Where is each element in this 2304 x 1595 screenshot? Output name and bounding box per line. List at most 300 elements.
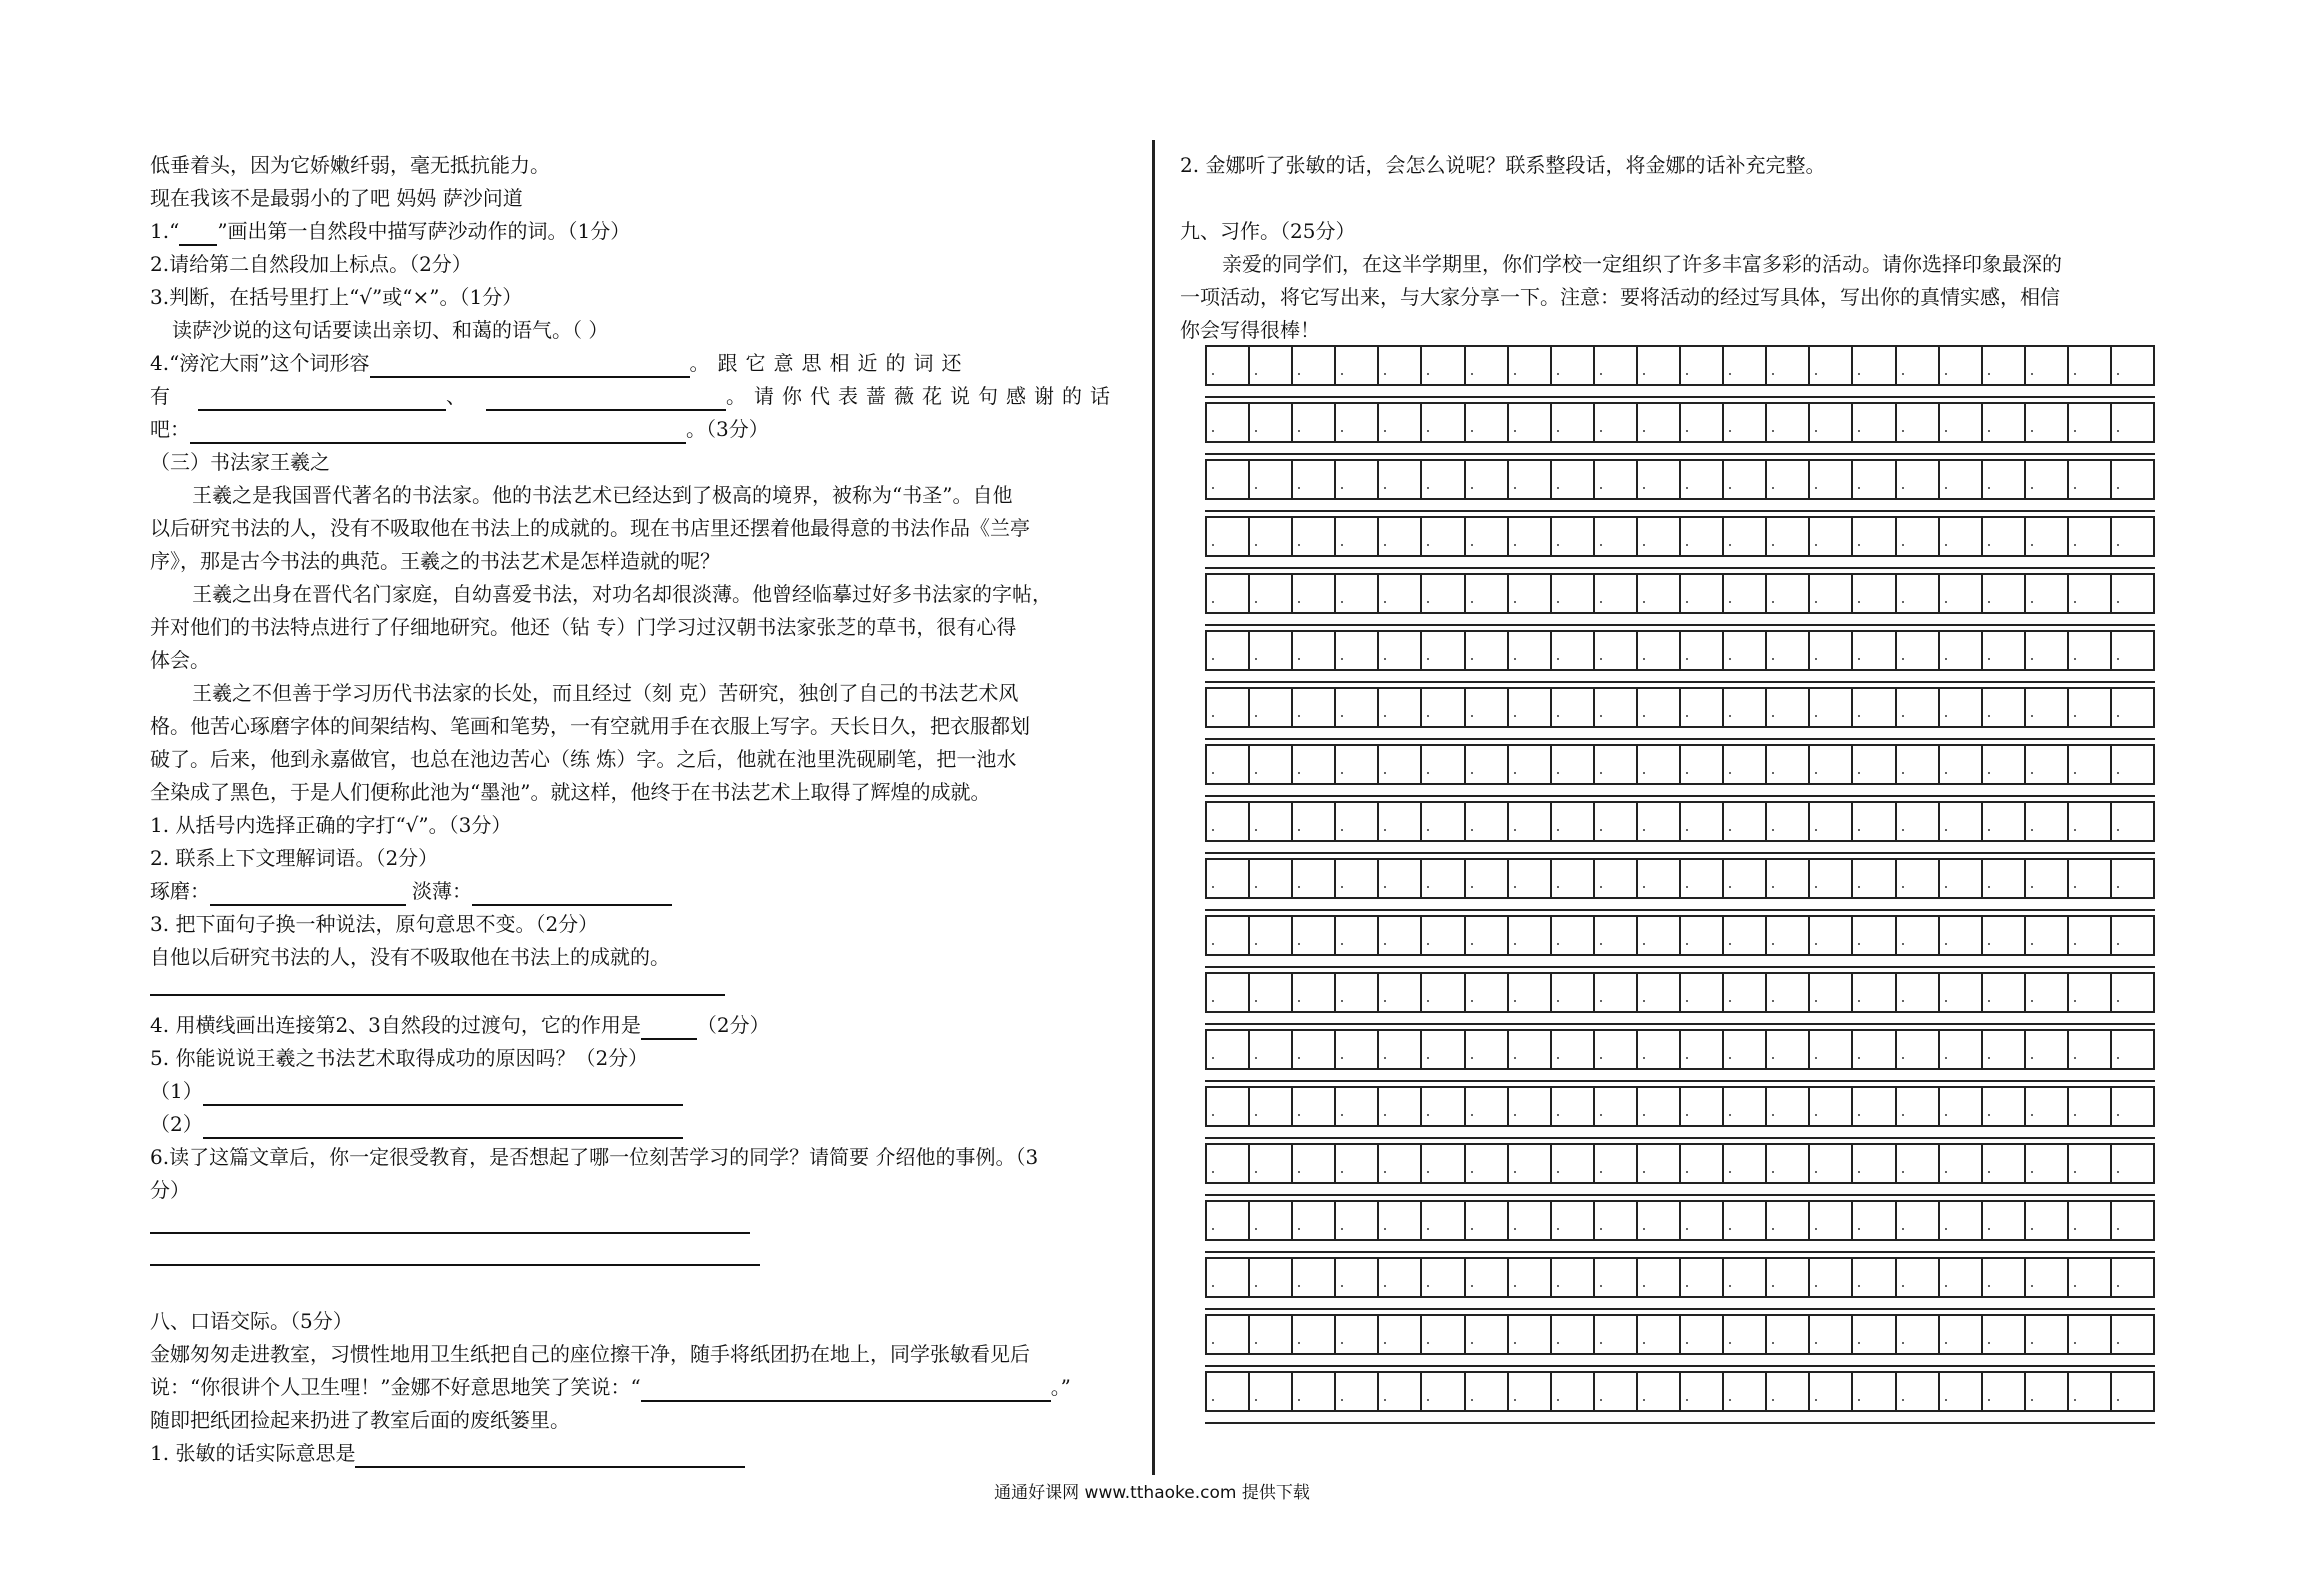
grid-cell[interactable] [2112, 518, 2155, 555]
grid-cell[interactable] [1897, 404, 1940, 441]
grid-cell[interactable] [1336, 1259, 1379, 1296]
grid-cell[interactable] [2069, 1202, 2112, 1239]
grid-cell[interactable] [1466, 518, 1509, 555]
grid-cell[interactable] [1250, 1145, 1293, 1182]
grid-cell[interactable] [1897, 347, 1940, 384]
grid-cell[interactable] [1552, 404, 1595, 441]
grid-cell[interactable] [1638, 1373, 1681, 1410]
grid-cell[interactable] [1336, 1031, 1379, 1068]
grid-cell[interactable] [1336, 1145, 1379, 1182]
grid-cell[interactable] [1940, 347, 1983, 384]
grid-cell[interactable] [1897, 974, 1940, 1011]
grid-cell[interactable] [1509, 746, 1552, 783]
grid-cell[interactable] [1638, 518, 1681, 555]
grid-cell[interactable] [1293, 632, 1336, 669]
grid-cell[interactable] [1940, 974, 1983, 1011]
grid-cell[interactable] [1638, 1259, 1681, 1296]
grid-cell[interactable] [1207, 1145, 1250, 1182]
grid-cell[interactable] [1897, 746, 1940, 783]
grid-cell[interactable] [2026, 1259, 2069, 1296]
grid-cell[interactable] [1207, 575, 1250, 612]
grid-cell[interactable] [2069, 860, 2112, 897]
grid-cell[interactable] [2069, 404, 2112, 441]
grid-cell[interactable] [1595, 860, 1638, 897]
grid-cell[interactable] [1509, 404, 1552, 441]
grid-cell[interactable] [1767, 461, 1810, 498]
grid-cell[interactable] [1250, 347, 1293, 384]
grid-cell[interactable] [1638, 689, 1681, 726]
grid-cell[interactable] [1810, 803, 1853, 840]
grid-cell[interactable] [1379, 347, 1422, 384]
grid-cell[interactable] [1940, 1088, 1983, 1125]
answer-blank[interactable] [472, 882, 672, 906]
answer-blank[interactable] [486, 387, 726, 411]
grid-cell[interactable] [1336, 518, 1379, 555]
grid-cell[interactable] [1897, 1316, 1940, 1353]
grid-cell[interactable] [1853, 1088, 1896, 1125]
grid-cell[interactable] [1422, 347, 1465, 384]
grid-cell[interactable] [1509, 1373, 1552, 1410]
grid-cell[interactable] [2069, 974, 2112, 1011]
grid-cell[interactable] [1940, 803, 1983, 840]
grid-cell[interactable] [1595, 689, 1638, 726]
grid-cell[interactable] [1681, 1373, 1724, 1410]
grid-cell[interactable] [1767, 1202, 1810, 1239]
grid-cell[interactable] [2069, 1088, 2112, 1125]
grid-cell[interactable] [1207, 1088, 1250, 1125]
grid-cell[interactable] [1940, 1373, 1983, 1410]
grid-cell[interactable] [1638, 860, 1681, 897]
grid-cell[interactable] [2069, 1259, 2112, 1296]
grid-cell[interactable] [1940, 1031, 1983, 1068]
answer-blank[interactable] [198, 387, 446, 411]
answer-line[interactable] [150, 1264, 760, 1266]
grid-cell[interactable] [1810, 575, 1853, 612]
grid-cell[interactable] [1810, 518, 1853, 555]
grid-cell[interactable] [1207, 1259, 1250, 1296]
grid-cell[interactable] [1983, 518, 2026, 555]
grid-cell[interactable] [2112, 1373, 2155, 1410]
grid-cell[interactable] [1724, 746, 1767, 783]
answer-line[interactable] [150, 994, 725, 996]
grid-cell[interactable] [1293, 347, 1336, 384]
grid-cell[interactable] [1810, 1259, 1853, 1296]
grid-cell[interactable] [1724, 974, 1767, 1011]
grid-cell[interactable] [1681, 461, 1724, 498]
grid-cell[interactable] [1810, 689, 1853, 726]
grid-cell[interactable] [2112, 917, 2155, 954]
grid-cell[interactable] [1293, 689, 1336, 726]
grid-cell[interactable] [1595, 1259, 1638, 1296]
grid-cell[interactable] [1293, 1316, 1336, 1353]
grid-cell[interactable] [1379, 1202, 1422, 1239]
grid-cell[interactable] [1940, 746, 1983, 783]
grid-cell[interactable] [1466, 632, 1509, 669]
grid-cell[interactable] [1552, 461, 1595, 498]
grid-cell[interactable] [1767, 1145, 1810, 1182]
grid-cell[interactable] [2112, 746, 2155, 783]
grid-cell[interactable] [1595, 632, 1638, 669]
grid-cell[interactable] [1466, 1031, 1509, 1068]
grid-cell[interactable] [1681, 746, 1724, 783]
grid-cell[interactable] [1422, 1259, 1465, 1296]
grid-cell[interactable] [1853, 974, 1896, 1011]
grid-cell[interactable] [1336, 1202, 1379, 1239]
grid-cell[interactable] [1681, 689, 1724, 726]
grid-cell[interactable] [2026, 575, 2069, 612]
grid-cell[interactable] [2112, 461, 2155, 498]
grid-cell[interactable] [1897, 1259, 1940, 1296]
grid-cell[interactable] [1509, 1031, 1552, 1068]
grid-cell[interactable] [1207, 632, 1250, 669]
grid-cell[interactable] [1422, 860, 1465, 897]
grid-cell[interactable] [1724, 575, 1767, 612]
grid-cell[interactable] [1336, 632, 1379, 669]
grid-cell[interactable] [1595, 1316, 1638, 1353]
grid-cell[interactable] [1466, 347, 1509, 384]
grid-cell[interactable] [1552, 974, 1595, 1011]
grid-cell[interactable] [1940, 917, 1983, 954]
grid-cell[interactable] [1207, 860, 1250, 897]
grid-cell[interactable] [1250, 1373, 1293, 1410]
grid-cell[interactable] [1940, 632, 1983, 669]
grid-cell[interactable] [1810, 917, 1853, 954]
grid-cell[interactable] [1810, 1202, 1853, 1239]
answer-blank[interactable] [641, 1378, 1051, 1402]
grid-cell[interactable] [1422, 1088, 1465, 1125]
grid-cell[interactable] [1422, 1145, 1465, 1182]
grid-cell[interactable] [1509, 917, 1552, 954]
grid-cell[interactable] [1595, 518, 1638, 555]
grid-cell[interactable] [1293, 803, 1336, 840]
grid-cell[interactable] [1595, 803, 1638, 840]
grid-cell[interactable] [1767, 974, 1810, 1011]
grid-cell[interactable] [2026, 347, 2069, 384]
grid-cell[interactable] [1681, 575, 1724, 612]
grid-cell[interactable] [1250, 917, 1293, 954]
grid-cell[interactable] [1552, 1202, 1595, 1239]
grid-cell[interactable] [1466, 917, 1509, 954]
grid-cell[interactable] [2112, 1145, 2155, 1182]
grid-cell[interactable] [1767, 404, 1810, 441]
grid-cell[interactable] [2026, 461, 2069, 498]
grid-cell[interactable] [1897, 803, 1940, 840]
grid-cell[interactable] [1422, 1316, 1465, 1353]
grid-cell[interactable] [1509, 461, 1552, 498]
grid-cell[interactable] [2026, 1088, 2069, 1125]
grid-cell[interactable] [1250, 1316, 1293, 1353]
grid-cell[interactable] [1207, 917, 1250, 954]
grid-cell[interactable] [1595, 461, 1638, 498]
grid-cell[interactable] [2069, 575, 2112, 612]
grid-cell[interactable] [1810, 746, 1853, 783]
grid-cell[interactable] [1336, 689, 1379, 726]
grid-cell[interactable] [1422, 575, 1465, 612]
grid-cell[interactable] [1466, 1373, 1509, 1410]
answer-blank[interactable] [179, 222, 217, 246]
grid-cell[interactable] [2026, 1145, 2069, 1182]
grid-cell[interactable] [1897, 1373, 1940, 1410]
grid-cell[interactable] [1983, 347, 2026, 384]
grid-cell[interactable] [1509, 1145, 1552, 1182]
grid-cell[interactable] [2069, 1145, 2112, 1182]
grid-cell[interactable] [1767, 860, 1810, 897]
grid-cell[interactable] [1422, 461, 1465, 498]
grid-cell[interactable] [1422, 518, 1465, 555]
grid-cell[interactable] [1897, 575, 1940, 612]
grid-cell[interactable] [1293, 1145, 1336, 1182]
grid-cell[interactable] [1724, 689, 1767, 726]
grid-cell[interactable] [1509, 347, 1552, 384]
grid-cell[interactable] [1552, 1145, 1595, 1182]
grid-cell[interactable] [1681, 1088, 1724, 1125]
grid-cell[interactable] [1940, 860, 1983, 897]
grid-cell[interactable] [2026, 689, 2069, 726]
grid-cell[interactable] [1638, 746, 1681, 783]
grid-cell[interactable] [1767, 518, 1810, 555]
grid-cell[interactable] [1638, 1031, 1681, 1068]
grid-cell[interactable] [1207, 689, 1250, 726]
grid-cell[interactable] [1336, 461, 1379, 498]
grid-cell[interactable] [1466, 404, 1509, 441]
grid-cell[interactable] [1379, 803, 1422, 840]
grid-cell[interactable] [1724, 1088, 1767, 1125]
grid-cell[interactable] [1810, 347, 1853, 384]
grid-cell[interactable] [1595, 746, 1638, 783]
grid-cell[interactable] [1552, 746, 1595, 783]
grid-cell[interactable] [1638, 404, 1681, 441]
grid-cell[interactable] [1336, 1373, 1379, 1410]
grid-cell[interactable] [1767, 1259, 1810, 1296]
grid-cell[interactable] [1336, 917, 1379, 954]
grid-cell[interactable] [1552, 1316, 1595, 1353]
grid-cell[interactable] [1595, 575, 1638, 612]
grid-cell[interactable] [2026, 860, 2069, 897]
grid-cell[interactable] [1422, 1031, 1465, 1068]
grid-cell[interactable] [1724, 860, 1767, 897]
grid-cell[interactable] [1552, 689, 1595, 726]
grid-cell[interactable] [1940, 689, 1983, 726]
grid-cell[interactable] [1897, 1202, 1940, 1239]
grid-cell[interactable] [1983, 746, 2026, 783]
grid-cell[interactable] [1509, 1316, 1552, 1353]
grid-cell[interactable] [1509, 518, 1552, 555]
grid-cell[interactable] [1940, 461, 1983, 498]
grid-cell[interactable] [2069, 461, 2112, 498]
grid-cell[interactable] [1595, 1088, 1638, 1125]
grid-cell[interactable] [2112, 575, 2155, 612]
grid-cell[interactable] [1552, 1259, 1595, 1296]
grid-cell[interactable] [2026, 803, 2069, 840]
grid-cell[interactable] [2069, 347, 2112, 384]
grid-cell[interactable] [1552, 803, 1595, 840]
grid-cell[interactable] [1853, 1373, 1896, 1410]
grid-cell[interactable] [1293, 746, 1336, 783]
grid-cell[interactable] [1422, 404, 1465, 441]
grid-cell[interactable] [2069, 746, 2112, 783]
grid-cell[interactable] [1552, 575, 1595, 612]
grid-cell[interactable] [1853, 1316, 1896, 1353]
grid-cell[interactable] [1638, 1316, 1681, 1353]
grid-cell[interactable] [1379, 746, 1422, 783]
grid-cell[interactable] [1552, 1088, 1595, 1125]
grid-cell[interactable] [1509, 1088, 1552, 1125]
grid-cell[interactable] [1466, 1316, 1509, 1353]
grid-cell[interactable] [2069, 1031, 2112, 1068]
grid-cell[interactable] [1638, 1088, 1681, 1125]
grid-cell[interactable] [1724, 347, 1767, 384]
grid-cell[interactable] [1810, 860, 1853, 897]
grid-cell[interactable] [1853, 575, 1896, 612]
grid-cell[interactable] [1897, 461, 1940, 498]
grid-cell[interactable] [1983, 404, 2026, 441]
grid-cell[interactable] [1466, 1088, 1509, 1125]
grid-cell[interactable] [1940, 1316, 1983, 1353]
grid-cell[interactable] [2026, 1316, 2069, 1353]
grid-cell[interactable] [1250, 632, 1293, 669]
grid-cell[interactable] [1207, 1373, 1250, 1410]
grid-cell[interactable] [1466, 689, 1509, 726]
grid-cell[interactable] [1681, 1259, 1724, 1296]
grid-cell[interactable] [1724, 518, 1767, 555]
grid-cell[interactable] [1810, 632, 1853, 669]
grid-cell[interactable] [1250, 803, 1293, 840]
grid-cell[interactable] [1767, 917, 1810, 954]
grid-cell[interactable] [1638, 1145, 1681, 1182]
grid-cell[interactable] [1250, 461, 1293, 498]
grid-cell[interactable] [1853, 1259, 1896, 1296]
grid-cell[interactable] [2112, 974, 2155, 1011]
grid-cell[interactable] [1724, 461, 1767, 498]
grid-cell[interactable] [1466, 974, 1509, 1011]
grid-cell[interactable] [1897, 632, 1940, 669]
grid-cell[interactable] [2026, 1031, 2069, 1068]
grid-cell[interactable] [1466, 575, 1509, 612]
grid-cell[interactable] [1509, 860, 1552, 897]
grid-cell[interactable] [1767, 1088, 1810, 1125]
grid-cell[interactable] [2026, 1373, 2069, 1410]
grid-cell[interactable] [1681, 1031, 1724, 1068]
grid-cell[interactable] [2026, 1202, 2069, 1239]
grid-cell[interactable] [1681, 518, 1724, 555]
grid-cell[interactable] [1767, 1316, 1810, 1353]
grid-cell[interactable] [1207, 1202, 1250, 1239]
grid-cell[interactable] [1207, 347, 1250, 384]
grid-cell[interactable] [1250, 575, 1293, 612]
grid-cell[interactable] [1810, 974, 1853, 1011]
grid-cell[interactable] [1767, 746, 1810, 783]
grid-cell[interactable] [1379, 1259, 1422, 1296]
grid-cell[interactable] [1638, 803, 1681, 840]
grid-cell[interactable] [1379, 917, 1422, 954]
grid-cell[interactable] [2112, 803, 2155, 840]
grid-cell[interactable] [1983, 1373, 2026, 1410]
grid-cell[interactable] [1897, 860, 1940, 897]
grid-cell[interactable] [1250, 1031, 1293, 1068]
grid-cell[interactable] [1336, 974, 1379, 1011]
grid-cell[interactable] [1509, 1259, 1552, 1296]
grid-cell[interactable] [1983, 1202, 2026, 1239]
grid-cell[interactable] [2026, 632, 2069, 669]
composition-grid[interactable] [1205, 345, 2155, 1428]
grid-cell[interactable] [1767, 347, 1810, 384]
grid-cell[interactable] [1552, 1031, 1595, 1068]
grid-cell[interactable] [1207, 1031, 1250, 1068]
grid-cell[interactable] [1724, 1202, 1767, 1239]
grid-cell[interactable] [1681, 860, 1724, 897]
grid-cell[interactable] [2112, 347, 2155, 384]
grid-cell[interactable] [1681, 347, 1724, 384]
grid-cell[interactable] [1207, 746, 1250, 783]
grid-cell[interactable] [1681, 1202, 1724, 1239]
grid-cell[interactable] [1509, 803, 1552, 840]
grid-cell[interactable] [1250, 518, 1293, 555]
grid-cell[interactable] [1207, 518, 1250, 555]
grid-cell[interactable] [1724, 803, 1767, 840]
grid-cell[interactable] [2112, 860, 2155, 897]
grid-cell[interactable] [1853, 632, 1896, 669]
grid-cell[interactable] [2112, 404, 2155, 441]
grid-cell[interactable] [1422, 746, 1465, 783]
grid-cell[interactable] [2026, 518, 2069, 555]
grid-cell[interactable] [1509, 575, 1552, 612]
grid-cell[interactable] [1552, 518, 1595, 555]
grid-cell[interactable] [1983, 1259, 2026, 1296]
grid-cell[interactable] [1595, 1202, 1638, 1239]
grid-cell[interactable] [1940, 575, 1983, 612]
grid-cell[interactable] [1293, 974, 1336, 1011]
grid-cell[interactable] [1724, 1031, 1767, 1068]
grid-cell[interactable] [2069, 1373, 2112, 1410]
grid-cell[interactable] [1724, 404, 1767, 441]
grid-cell[interactable] [1595, 1373, 1638, 1410]
grid-cell[interactable] [2026, 746, 2069, 783]
grid-cell[interactable] [1466, 860, 1509, 897]
grid-cell[interactable] [1466, 1259, 1509, 1296]
grid-cell[interactable] [1595, 347, 1638, 384]
grid-cell[interactable] [1897, 689, 1940, 726]
grid-cell[interactable] [1638, 575, 1681, 612]
grid-cell[interactable] [2112, 1202, 2155, 1239]
answer-blank[interactable] [203, 1115, 683, 1139]
grid-cell[interactable] [1379, 632, 1422, 669]
grid-cell[interactable] [2026, 404, 2069, 441]
grid-cell[interactable] [1724, 1373, 1767, 1410]
grid-cell[interactable] [1638, 1202, 1681, 1239]
grid-cell[interactable] [1897, 1031, 1940, 1068]
grid-cell[interactable] [1250, 974, 1293, 1011]
grid-cell[interactable] [1509, 632, 1552, 669]
grid-cell[interactable] [1853, 689, 1896, 726]
grid-cell[interactable] [1422, 803, 1465, 840]
grid-cell[interactable] [1595, 1031, 1638, 1068]
grid-cell[interactable] [1681, 974, 1724, 1011]
grid-cell[interactable] [1336, 347, 1379, 384]
grid-cell[interactable] [1293, 404, 1336, 441]
grid-cell[interactable] [1767, 632, 1810, 669]
grid-cell[interactable] [1293, 1202, 1336, 1239]
grid-cell[interactable] [1983, 1088, 2026, 1125]
grid-cell[interactable] [1681, 1145, 1724, 1182]
grid-cell[interactable] [1466, 1202, 1509, 1239]
grid-cell[interactable] [2069, 1316, 2112, 1353]
grid-cell[interactable] [1897, 518, 1940, 555]
grid-cell[interactable] [1336, 575, 1379, 612]
grid-cell[interactable] [1983, 803, 2026, 840]
grid-cell[interactable] [1983, 974, 2026, 1011]
grid-cell[interactable] [1466, 803, 1509, 840]
grid-cell[interactable] [1983, 461, 2026, 498]
